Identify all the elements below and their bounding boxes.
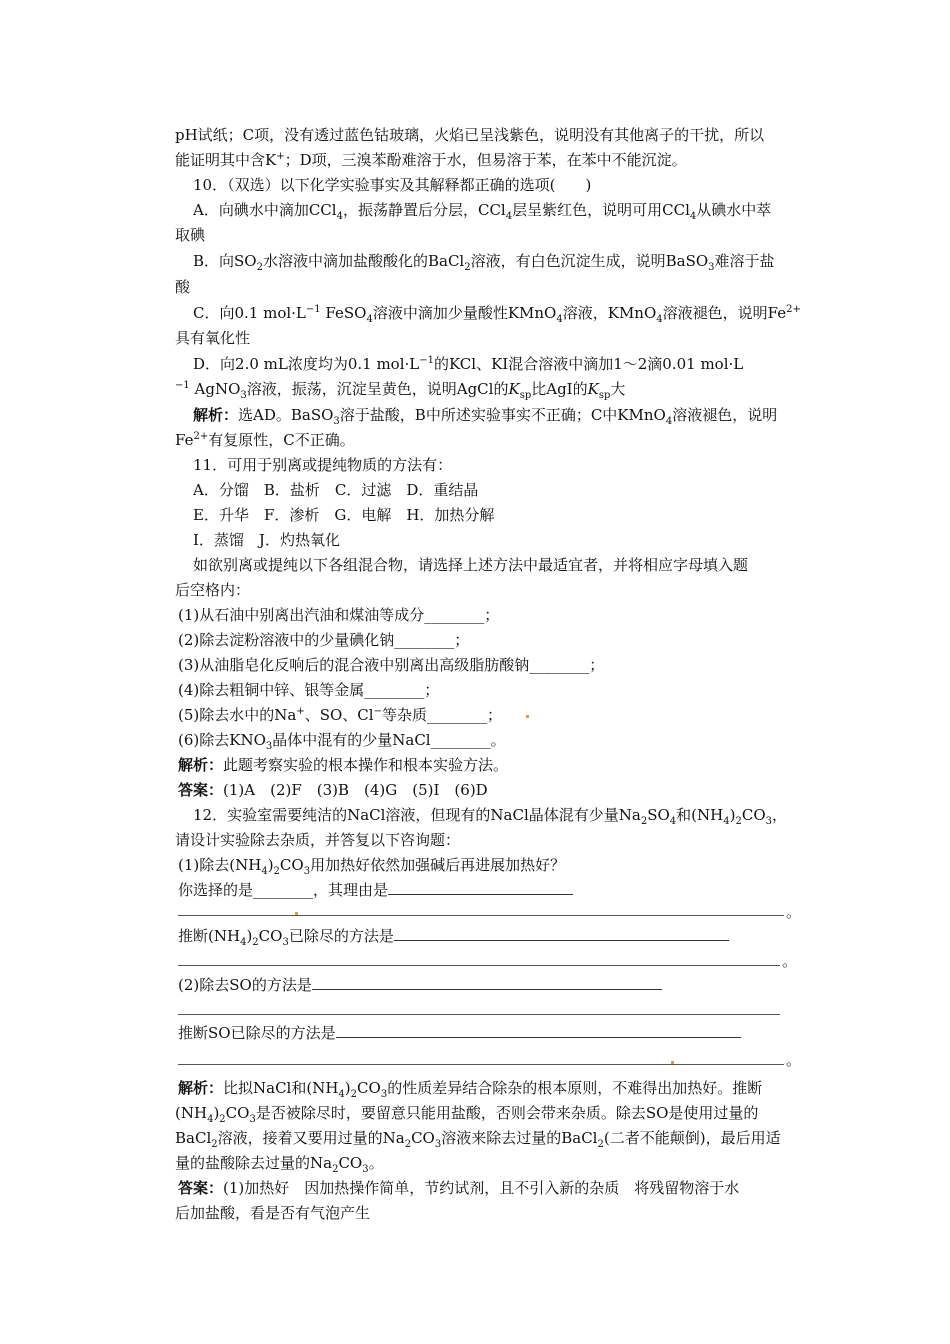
answer-blank[interactable] (336, 1023, 741, 1038)
question-10: 10．（双选）以下化学实验事实及其解释都正确的选项( ) (193, 176, 592, 194)
text-line: 如欲别离或提纯以下各组混合物，请选择上述方法中最适宜者，并将相应字母填入题 (193, 556, 749, 574)
option-d: D．向2.0 mL浓度均为0.1 $mol\cdot L^{-1}$的KCl、KI混合溶液中滴加1～2滴0.01 mol·L (193, 355, 744, 373)
text-line: 取碘 (175, 226, 206, 244)
sub-question: (5)除去水中的Na+、SO、Cl−等杂质________； (178, 706, 502, 724)
method-list: A．分馏 B．盐析 C．过滤 D．重结晶 (193, 481, 479, 499)
text-line: 能证明其中含K+；D项，三溴苯酚难溶于水，但易溶于苯，在苯中不能沉淀。 (175, 151, 687, 169)
answer-prompt: 你选择的是________，其理由是 (178, 879, 818, 901)
answer-line[interactable] (178, 965, 780, 966)
question-12: 12．实验室需要纯洁的NaCl溶液，但现有的NaCl晶体混有少量$Na_2SO_4$和$(NH_4)_2CO_3$， (193, 806, 788, 827)
sub-question: (1)从石油中别离出汽油和煤油等成分________； (178, 606, 500, 624)
text-line: 后空格内： (175, 581, 251, 599)
text-line: 酸 (175, 278, 191, 296)
answer-blank[interactable] (312, 975, 662, 990)
text-line: $(NH_4)_2CO_3$是否被除尽时，要留意只能用盐酸，否则会带来杂质。除去SO是使用过量的 (175, 1104, 759, 1125)
method-list: I．蒸馏 J．灼热氧化 (193, 531, 340, 549)
text-line: $Fe^{2+}$有复原性，C不正确。 (175, 431, 355, 449)
answer-11: 答案：(1)A (2)F (3)B (4)G (5)I (6)D (178, 781, 488, 799)
answer-blank[interactable] (388, 880, 573, 895)
mark-dot (526, 715, 529, 718)
text-line: $^{-1}$ AgNO$_3$溶液，振荡，沉淀呈黄色，说明AgCl的$K_{sp}$比AgI的$K_{sp}$大 (175, 380, 626, 401)
text-line: pH试纸；C项，没有透过蓝色钴玻璃，火焰已呈浅紫色，说明没有其他离子的干扰，所以 (175, 126, 765, 144)
answer-line[interactable] (178, 915, 784, 916)
analysis-11: 解析：此题考察实验的根本操作和根本实验方法。 (178, 756, 509, 774)
sub-question: (6)除去$KNO_3$晶体中混有的少量NaCl________。 (178, 731, 506, 752)
sub-question: (2)除去淀粉溶液中的少量碘化钠________； (178, 631, 470, 649)
text-line: 后加盐酸，看是否有气泡产生 (175, 1204, 371, 1222)
question-11: 11．可用于别离或提纯物质的方法有： (193, 456, 453, 474)
sub-question: (4)除去粗铜中锌、银等金属________； (178, 681, 440, 699)
sub-question: (3)从油脂皂化反响后的混合液中别离出高级脂肪酸钠________； (178, 656, 605, 674)
analysis-10: 解析：选AD。BaSO$_3$溶于盐酸，B中所述实验事实不正确；C中KMnO$_4$溶液褪色，说明 (193, 406, 778, 427)
answer-blank[interactable] (394, 926, 729, 941)
line-end: 。 (786, 903, 802, 921)
text-line: 请设计实验除去杂质，并答复以下咨询题： (175, 831, 461, 849)
line-end: 。 (786, 1051, 802, 1069)
text-line: BaCl$_2$溶液，接着又要用过量的$Na_2CO_3$溶液来除去过量的BaCl$_2$(二者不能颠倒)，最后用适 (175, 1129, 781, 1150)
answer-line[interactable] (178, 1064, 784, 1065)
option-b: B．向$SO_2$水溶液中滴加盐酸酸化的BaCl$_2$溶液，有白色沉淀生成，说明BaSO$_3$难溶于盐 (193, 252, 775, 273)
answer-12: 答案：(1)加热好 因加热操作简单，节约试剂，且不引入新的杂质 将残留物溶于水 (178, 1179, 740, 1197)
option-a: A．向碘水中滴加CCl$_4$，振荡静置后分层，CCl$_4$层呈紫红色，说明可用CCl$_4$从碘水中萃 (193, 201, 772, 222)
answer-prompt: (2)除去SO的方法是 (178, 974, 818, 996)
text-line: 量的盐酸除去过量的$Na_2CO_3$。 (175, 1154, 384, 1175)
option-c: C．向0.1 $mol\cdot L^{-1}$ FeSO$_4$溶液中滴加少量酸性KMnO$_4$溶液，KMnO$_4$溶液褪色，说明$Fe^{2+}$ (193, 304, 801, 325)
method-list: E．升华 F．渗析 G．电解 H．加热分解 (193, 506, 495, 524)
text-line: 具有氧化性 (175, 329, 251, 347)
answer-line[interactable] (178, 1014, 780, 1015)
answer-prompt: 推断SO已除尽的方法是 (178, 1022, 818, 1044)
sub-question: (1)除去$(NH_4)_2CO_3$用加热好依然加强碱后再进展加热好？ (178, 856, 566, 877)
analysis-12: 解析：比拟NaCl和$(NH_4)_2CO_3$的性质差异结合除杂的根本原则，不难得出加热好。推断 (178, 1079, 763, 1100)
mark-dot (295, 912, 298, 915)
mark-dot (671, 1061, 674, 1064)
line-end: 。 (782, 952, 798, 970)
answer-prompt: 推断$(NH_4)_2CO_3$已除尽的方法是 (178, 925, 818, 947)
